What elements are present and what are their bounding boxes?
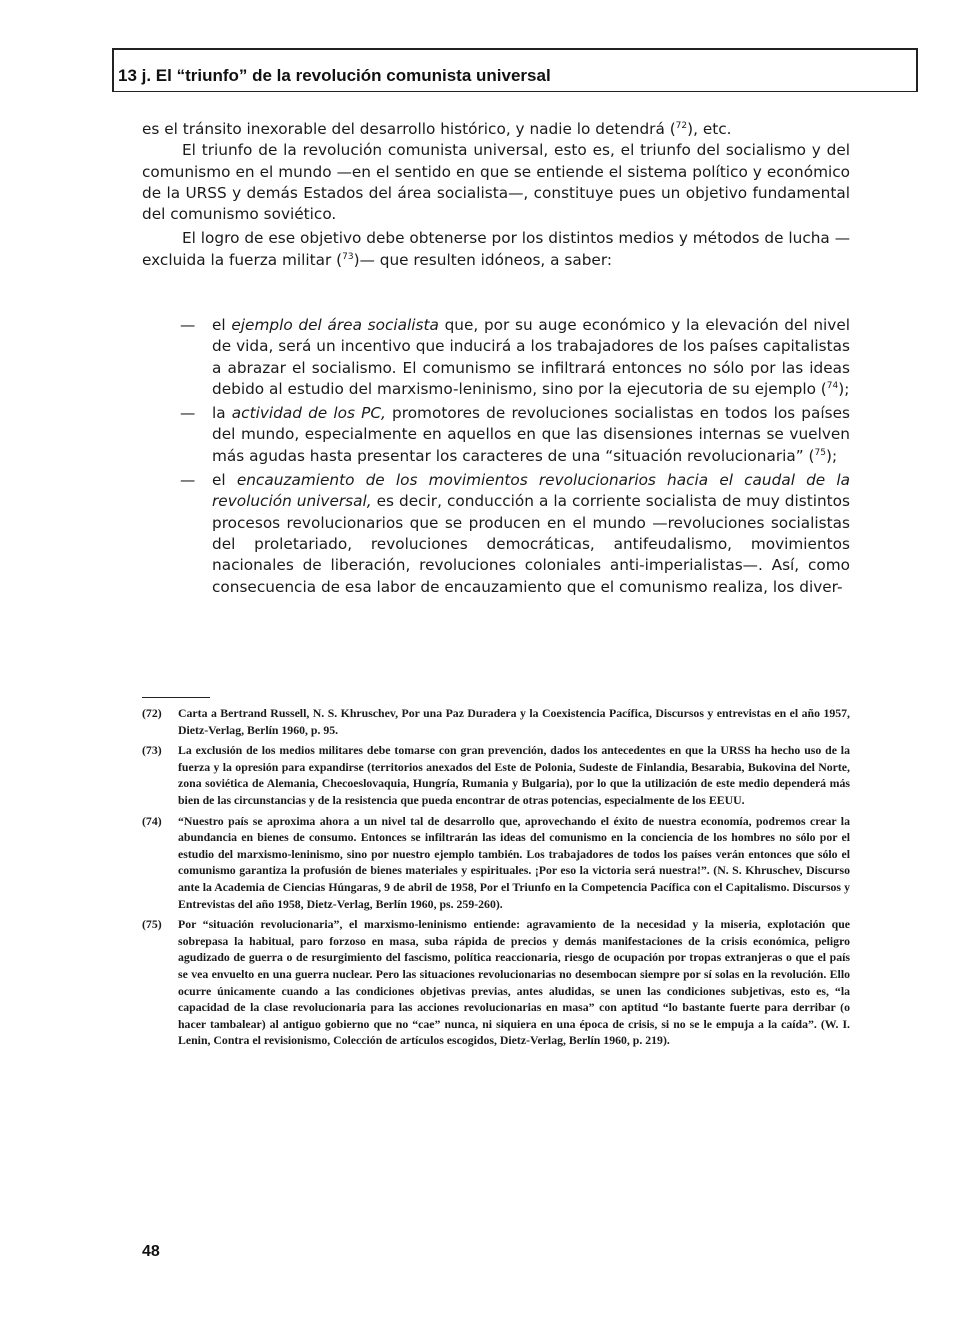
paragraph bbox=[142, 228, 850, 271]
footnote bbox=[142, 742, 850, 808]
footnotes bbox=[142, 705, 850, 1049]
list-text: la bbox=[212, 404, 232, 423]
body-intro bbox=[142, 119, 850, 271]
dash-bullet: — bbox=[180, 316, 196, 334]
footnote-ref: 73 bbox=[342, 251, 354, 262]
list-text: el bbox=[212, 471, 237, 490]
footnote-number: (75) bbox=[142, 917, 162, 932]
footnote-number: (74) bbox=[142, 813, 162, 828]
list-text: es decir, conducción a la corriente socialista de muy distintos procesos revolucionarios que se producen en el mundo —revoluciones socialistas del proletariado, revoluciones democráticas, antifeudalismo, movimientos nacionales de liberación, revoluciones coloniales anti-imperialistas—. Así, como consecuencia de esa labor de encauzamiento que el comunismo realiza, los diver- bbox=[212, 492, 850, 596]
footnote-text: “Nuestro país se aproxima ahora a un nivel tal de desarrollo que, aprovechando el éxito de nuestra economía, podremos crear la abundancia en bienes de consumo. Entonces se infiltrarán las ideas del comunismo en la conciencia de los hombres no sólo por el estudio del marxismo-leninismo, sino por nuestro ejemplo también. Los trabajadores de todos los países verán entonces que sólo el comunismo garantiza la profusión de bienes materiales y espirituales. ¡Por eso la victoria será nuestra!”. (N. S. Khruschev, Discurso ante la Academia de Ciencias Húngaras, 9 de abril de 1958, Por el Triunfo en la Competencia Pacífica con el Capitalismo. Discursos y Entrevistas del año 1958, Dietz-Verlag, Berlín 1960, ps. 259-260). bbox=[178, 813, 850, 911]
footnote bbox=[142, 813, 850, 913]
footnote-text: Por “situación revolucionaria”, el marxismo-leninismo entiende: agravamiento de la necesidad y la miseria, explotación que sobrepasa la habitual, paro forzoso en masa, suba rápida de precios y demás manifestaciones de la crisis económica, peligro agudizado de guerra o de resurgimiento del fascismo, política reaccionaria, riesgo de ocupación por tropas extranjeras o que el país se vea envuelto en una guerra nuclear. Pero las situaciones revolucionarias no desembocan siempre por sí solas en la revolución. Ello ocurre únicamente cuando a las condiciones objetivas previas, antes aludidas, se unen las condiciones subjetivas, esto es, “la capacidad de la clase revolucionaria para las acciones revolucionarias en masa” con aptitud “lo bastante fuerte para derribar (o hacer tambalear) al antiguo gobierno que no “cae” nunca, ni siquiera en una época de crisis, si no se le empuja a la caída”. (W. I. Lenin, Contra el revisionismo, Colección de artículos escogidos, Dietz-Verlag, Berlín 1960, p. 219). bbox=[178, 917, 850, 1048]
footnote-text: Carta a Bertrand Russell, N. S. Khruschev, Por una Paz Duradera y la Coexistencia Pacífica, Discursos y entrevistas en el año 1957, Dietz-Verlag, Berlín 1960, p. 95. bbox=[178, 706, 850, 737]
footnote-number: (72) bbox=[142, 706, 162, 720]
list-item bbox=[142, 403, 850, 467]
paragraph-text: El logro de ese objetivo debe obtenerse por los distintos medios y métodos de lucha —excluida la fuerza militar ( bbox=[142, 229, 850, 269]
list-item bbox=[142, 315, 850, 400]
paragraph-text: )— que resulten idóneos, a saber: bbox=[353, 250, 613, 269]
footnote-number: (73) bbox=[142, 743, 162, 758]
footnote bbox=[142, 705, 850, 738]
list-text: promotores de revoluciones socialistas en todos los países del mundo, especialmente en aquellos en que las disensiones internas se vuelven más agudas hasta presentar los caracteres de una “situación revolucionaria” ( bbox=[212, 404, 850, 465]
paragraph-text: es el tránsito inexorable del desarrollo histórico, y nadie lo detendrá ( bbox=[142, 120, 676, 138]
list-text: el bbox=[212, 316, 232, 334]
list-text: que, por su auge económico y la elevación del nivel de vida, será un incentivo que inducirá a los trabajadores de los países capitalistas a abrazar el socialismo. El comunismo se infiltrará entonces no sólo por las ideas debido al estudio del marxismo-leninismo, sino por la ejecutoria de su ejemplo ( bbox=[212, 316, 850, 398]
dash-bullet: — bbox=[180, 404, 196, 423]
dash-bullet: — bbox=[180, 471, 196, 490]
footnote-separator bbox=[142, 697, 210, 698]
footnote-ref: 74 bbox=[826, 380, 839, 391]
paragraph-continued bbox=[142, 119, 850, 140]
footnote-ref: 72 bbox=[675, 120, 688, 131]
paragraph-text: ), etc. bbox=[687, 120, 732, 138]
list-emphasis: actividad de los PC, bbox=[231, 404, 386, 423]
list-emphasis: encauzamiento de los movimientos revolucionarios hacia el caudal de la revolución universal, bbox=[212, 471, 851, 511]
footnote bbox=[142, 916, 850, 1049]
footnote-ref: 75 bbox=[814, 447, 826, 458]
section-title: 13 j. El “triunfo” de la revolución comunista universal bbox=[118, 66, 551, 85]
footnote-text: La exclusión de los medios militares debe tomarse con gran prevención, dados los antecedentes en que la URSS ha hecho uso de la fuerza y la opresión para expandirse (territorios anexados del Este de Polonia, Sudeste de Finlandia, Besarabia, Bukovina del Norte, zona soviética de Alemania, Checoeslovaquia, Hungría, Rumania y Bulgaria), por lo que la utilización de este medio dependerá más bien de las circunstancias y de la resistencia que pueda encontrar de otras potencias, especialmente de los EEUU. bbox=[178, 743, 850, 807]
means-list bbox=[142, 315, 850, 598]
list-text: ); bbox=[825, 446, 838, 465]
list-item bbox=[142, 470, 850, 598]
list-text: ); bbox=[838, 379, 850, 398]
paragraph: El triunfo de la revolución comunista universal, esto es, el triunfo del socialismo y del comunismo en el mundo —en el sentido en que se entiende el sistema político y económico de la URSS y demás Estados del área socialista—, constituye pues un objetivo fundamental del comunismo soviético. bbox=[142, 141, 850, 224]
page-number: 48 bbox=[142, 1243, 160, 1260]
list-emphasis: ejemplo del área socialista bbox=[231, 316, 439, 334]
